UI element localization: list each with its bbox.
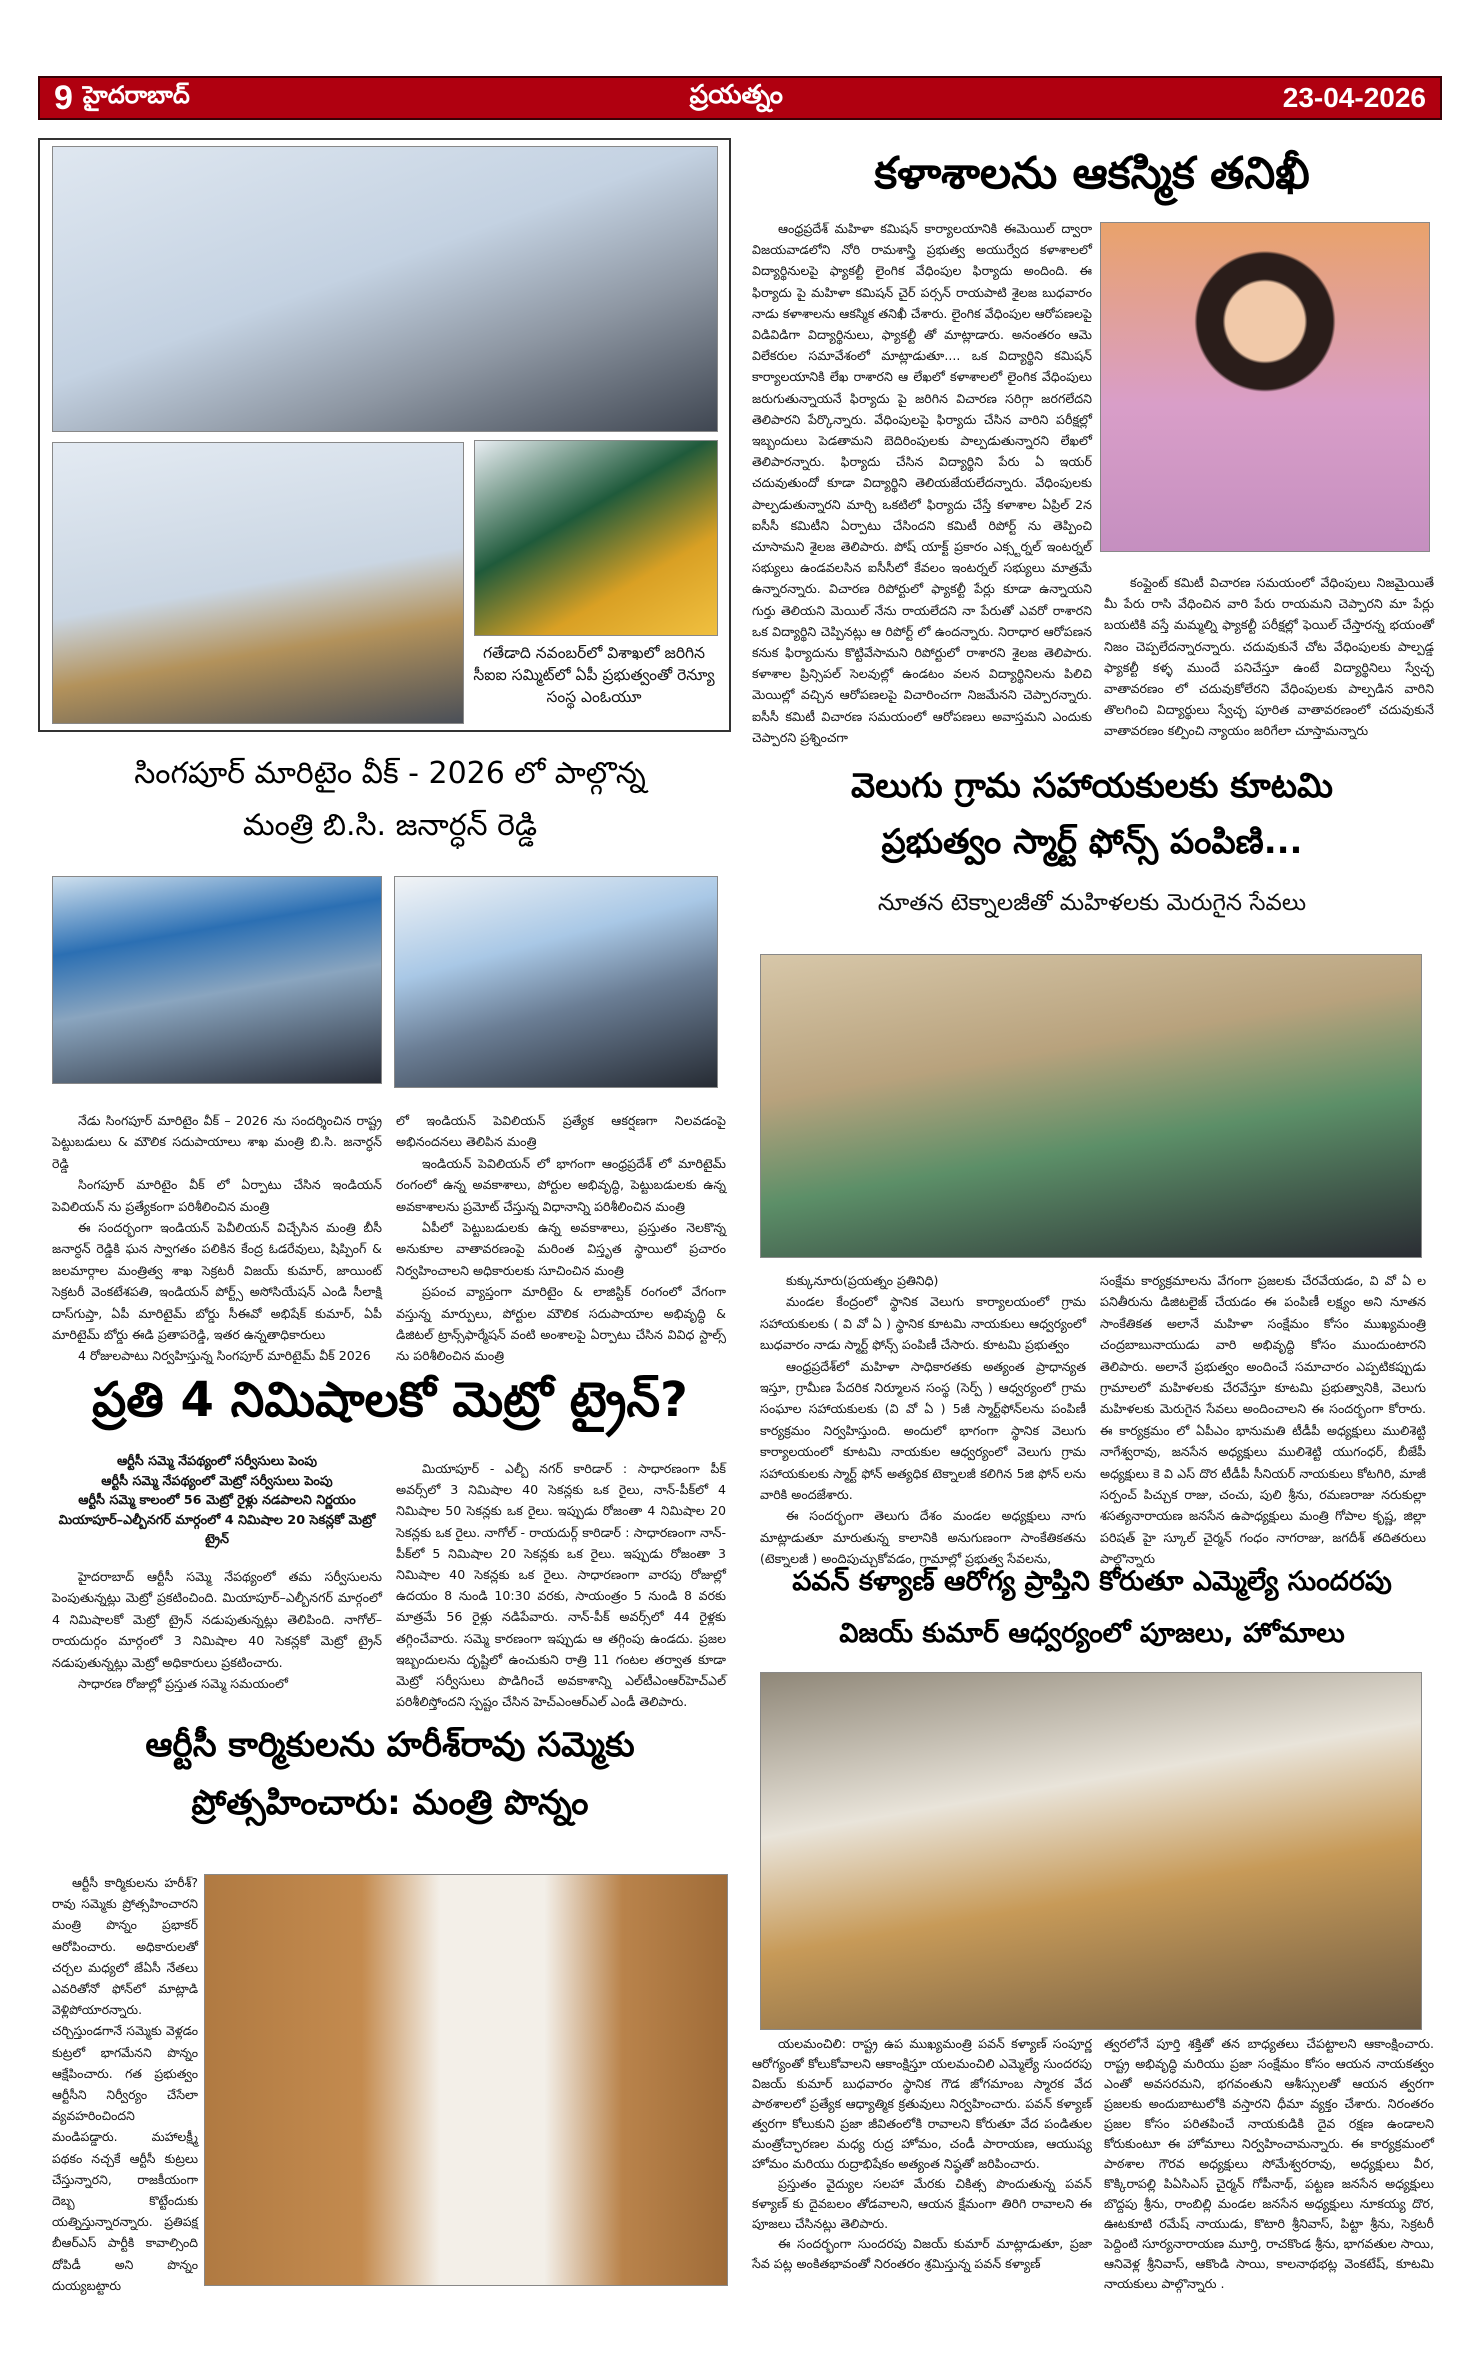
paragraph: ప్రస్తుతం వైద్యుల సలహా మేరకు చికిత్స పొందుతున్న పవన్ కళ్యాణ్ కు దైవబలం తోడవాలని, ఆయన క్షేమంగా తిరిగి రావాలని ఈ పూజలు చేసినట్లు తెలిపారు. bbox=[752, 2176, 1092, 2231]
metro-subhead: మియాపూర్–ఎల్బీనగర్ మార్గంలో 4 నిమిషాల 20 సెకన్లకో మెట్రో ట్రైన్ bbox=[58, 1512, 376, 1547]
paragraph: ఈ సందర్భంగా సుందరపు విజయ్ కుమార్ మాట్లాడుతూ, ప్రజా సేవ పట్ల అంకితభావంతో నిరంతరం శ్రమిస్తున్న పవన్ కళ్యాణ్ bbox=[752, 2236, 1092, 2271]
college-body-right: కంప్లైంట్ కమిటీ విచారణ సమయంలో వేధింపులు నిజమైయితే మీ పేరు రాసి వేధించిన వారి పేరు రాయమని చెప్పారని మా పేర్లు బయటికి వస్తే మమ్మల్ని ఫ్యాకల్టీ పరీక్షల్లో ఫెయిల్ చేస్తారన్న భయంతో నిజం చెప్పలేదన్నారన్నారు. చదువుకునే చోట వేధింపులకు పాల్పడ్డ ఫ్యాకల్టీ కళ్ళ ముందే పనిచేస్తూ ఉంటే విద్యార్థినిలు స్వేచ్ఛ వాతావరణం లో చదువుకోలేరని వేధింపులకు పాల్పడిన వారిని తొలగించి విద్యార్థులు స్వేచ్ఛ పూరిత వాతావరణంలో చదువుకునే వాతావరణం కల్పించి న్యాయం జరిగేలా చూస్తామన్నారు bbox=[1104, 575, 1434, 739]
puja-headline-line2: విజయ్ కుమార్ ఆధ్వర్యంలో పూజలు, హోమాలు bbox=[839, 1618, 1345, 1649]
rtc-body: ఆర్టీసీ కార్మికులను హరీశ్?రావు సమ్మెకు ప్రోత్సహించారని మంత్రి పొన్నం ప్రభాకర్ ఆరోపించారు. అధికారులతో చర్చల మధ్యలో జేఏసీ నేతలు ఎవరితోనో ఫోన్‌లో మాట్లాడి వెళ్లిపోయారన్నారు. చర్చిస్తుండగానే సమ్మెకు వెళ్లడం కుట్రలో భాగమేనని పొన్నం ఆక్షేపించారు. గత ప్రభుత్వం ఆర్టీసీని నిర్వీర్యం చేసేలా వ్యవహరించిందని మండిపడ్డారు. మహాలక్ష్మీ పథకం నచ్చకే ఆర్టీసీ కుట్రలు చేస్తున్నారని, రాజకీయంగా దెబ్బ కొట్టేందుకు యత్నిస్తున్నారన్నారు. ప్రతిపక్ష బీఆర్ఎస్ పార్టీకి కావాల్సింది దోపిడీ అని పొన్నం దుయ్యబట్టారు bbox=[52, 1875, 198, 2293]
singapore-headline-line2: మంత్రి బి.సి. జనార్ధన్ రెడ్డి bbox=[242, 808, 538, 843]
mou-signing-photo bbox=[52, 146, 718, 432]
dateline: కుక్కునూరు(ప్రయత్నం ప్రతినిధి) bbox=[786, 1273, 939, 1288]
paragraph: ప్రపంచ వ్యాప్తంగా మారిటైం & లాజిస్టిక్ రంగంలో వేగంగా వస్తున్న మార్పులు, పోర్టుల మౌలిక సదుపాయాల అభివృద్ధి & డిజిటల్ ట్రాన్స్‌ఫార్మేషన్ వంటి అంశాలపై ఏర్పాటు చేసిన వివిధ స్టాల్స్ ను పరిశీలించిన మంత్రి bbox=[396, 1284, 726, 1364]
phones-subhead: నూతన టెక్నాలజీతో మహిళలకు మెరుగైన సేవలు bbox=[877, 890, 1307, 916]
paragraph: యలమంచిలి: రాష్ట్ర ఉప ముఖ్యమంత్రి పవన్ కళ్యాణ్ సంపూర్ణ ఆరోగ్యంతో కోలుకోవాలని ఆకాంక్షిస్తూ యలమంచిలి ఎమ్మెల్యే సుందరపు విజయ్ కుమార్ బుధవారం స్థానిక గౌడ జోగమాంబ స్మారక వేద పాఠశాలలో ప్రత్యేక ఆధ్యాత్మిక క్రతువులు నిర్వహించారు. పవన్ కళ్యాణ్ త్వరగా కోలుకుని ప్రజా జీవితంలోకి రావాలని కోరుతూ వేద పండితుల మంత్రోచ్ఛారణల మధ్య రుద్ర హోమం, చండీ పారాయణ, ఆయుష్య హోమం మరియు రుద్రాభిషేకం అత్యంత నిష్ఠతో జరిపించారు. bbox=[752, 2036, 1092, 2171]
paragraph: ఏపీలో పెట్టుబడులకు ఉన్న అవకాశాలు, ప్రస్తుతం నెలకొన్న అనుకూల వాతావరణంపై మరింత విస్తృత స్థాయిలో ప్రచారం నిర్వహించాలని అధికారులకు సూచించిన మంత్రి bbox=[396, 1220, 726, 1278]
metro-subhead: ఆర్టీసీ సమ్మె నేపథ్యంలో మెట్రో సర్వీసులు పెంపు bbox=[101, 1473, 333, 1489]
singapore-headline bbox=[40, 748, 740, 852]
college-headline: కళాశాలను ఆకస్మిక తనిఖీ bbox=[874, 148, 1310, 199]
metro-subhead: ఆర్టీసీ సమ్మె కాలంలో 56 మెట్రో రైళ్లు నడపాలని నిర్ణయం bbox=[78, 1493, 356, 1508]
singapore-photo-left bbox=[52, 876, 382, 1084]
paragraph: 4 రోజులపాటు నిర్వహిస్తున్న సింగపూర్ మారిటైమ్ వీక్ 2026 bbox=[78, 1348, 371, 1364]
mou-photo-caption: గతేడాది నవంబర్‌లో విశాఖలో జరిగిన సీఐఐ సమ్మిట్‌లో ఏపీ ప్రభుత్వంతో రెన్యూ సంస్థ ఎంఓయూ bbox=[466, 640, 722, 728]
paragraph: ఆంధ్రప్రదేశ్‌లో మహిళా సాధికారతకు అత్యంత ప్రాధాన్యత ఇస్తూ, గ్రామీణ పేదరిక నిర్మూలన సంస్థ (సెర్ప్ ) ఆధ్వర్యంలో గ్రామ సంఘాల సహాయకులకు (వి వో ఏ ) 5జీ స్మార్ట్‌ఫోన్‌లను పంపిణీ కార్యక్రమం నిర్వహిస్తుంది. అందులో భాగంగా స్థానిక వెలుగు కార్యాలయంలో కూటమి నాయకుల ఆధ్వర్యంలో వెలుగు గ్రామ సహాయకులకు స్మార్ట్ ఫోన్ అత్యధిక టెక్నాలజీ కలిగిన 5జి ఫోన్ లను వారికి అందజేశారు. bbox=[760, 1358, 1086, 1503]
phones-headline-line2: ప్రభుత్వం స్మార్ట్ ఫోన్స్ పంపిణి... bbox=[881, 822, 1303, 862]
singapore-photo-right bbox=[394, 876, 718, 1088]
minister-ponnam-photo bbox=[204, 1874, 728, 2286]
paragraph: ఈ సందర్భంగా తెలుగు దేశం మండల అధ్యక్షులు నాగు మాట్లాడుతూ మారుతున్న కాలానికి అనుగుణంగా సాంకేతికతను (టెక్నాలజీ ) అందిపుచ్చుకోవడం, గ్రామాల్లో ప్రభుత్వ సేవలను, bbox=[760, 1508, 1086, 1567]
phones-headline bbox=[742, 758, 1442, 870]
paragraph: సాధారణ రోజుల్లో ప్రస్తుత సమ్మె సమయంలో bbox=[78, 1676, 289, 1692]
paragraph: సింగపూర్ మారిటైం వీక్ లో ఏర్పాటు చేసిన ఇండియన్ పెవిలియన్ ను ప్రత్యేకంగా పరిశీలించిన మంత్రి bbox=[52, 1177, 382, 1214]
phones-distribution-photo bbox=[760, 954, 1422, 1258]
singapore-headline-line1: సింగపూర్ మారిటైం వీక్ - 2026 లో పాల్గొన్న bbox=[134, 756, 646, 791]
puja-headline bbox=[742, 1556, 1442, 1660]
page-number: 9 bbox=[54, 78, 73, 117]
phones-body-left bbox=[760, 1270, 1086, 1570]
puja-body-left bbox=[752, 2034, 1092, 2274]
paragraph: ఇండియన్ పెవిలియన్ లో భాగంగా ఆంధ్రప్రదేశ్ లో మారిటైమ్ రంగంలో ఉన్న అవకాశాలు, పోర్టుల అభివృద్ధి, పెట్టుబడులకు ఉన్న అవకాశాలను ప్రమోట్ చేస్తున్న విధానాన్ని పరిశీలించిన మంత్రి bbox=[396, 1155, 726, 1214]
rtc-headline bbox=[40, 1716, 740, 1832]
metro-subhead: ఆర్టీసీ సమ్మె నేపథ్యంలో సర్వీసులు పెంపు bbox=[116, 1454, 318, 1469]
masthead bbox=[38, 76, 1442, 120]
singapore-body-right bbox=[396, 1110, 726, 1367]
metro-headline: ప్రతి 4 నిమిషాలకో మెట్రో ట్రైన్? bbox=[92, 1372, 688, 1428]
paragraph: మండల కేంద్రంలో స్థానిక వెలుగు కార్యాలయంలో గ్రామ సహాయకులకు ( వి వో ఏ ) స్థానిక కూటమి నాయకులు ఆధ్వర్యంలో బుధవారం నాడు స్మార్ట్ ఫోన్స్ పంపిణీ చేసారు. కూటమి ప్రభుత్వం bbox=[760, 1294, 1086, 1353]
puja-body-right: త్వరలోనే పూర్తి శక్తితో తన బాధ్యతలు చేపట్టాలని ఆకాంక్షించారు. రాష్ట్ర అభివృద్ధి మరియు ప్రజా సంక్షేమం కోసం ఆయన నాయకత్వం ఎంతో అవసరమని, భగవంతుని ఆశీస్సులతో ఆయన త్వరగా ప్రజలకు అందుబాటులోకి వస్తారని ధీమా వ్యక్తం చేశారు. నిరంతరం ప్రజల కోసం పరితపించే నాయకుడికి దైవ రక్షణ ఉండాలని కోరుకుంటూ ఈ హోమాలు నిర్వహించామన్నారు. ఈ కార్యక్రమంలో పాఠశాల గౌరవ అధ్యక్షులు సోమేశ్వరరావు, అధ్యక్షులు వీర, కొక్కిరాపల్లి పిఏసిఎస్ చైర్మన్ గోపీనాథ్, పట్టణ జనసేన అధ్యక్షులు బొద్దపు శ్రీను, రాంబిల్లి మండల జనసేన అధ్యక్షులు నూకయ్య దొర, ఊటకూటి రమేష్ నాయుడు, కొటారి శ్రీనివాస్, పిట్టా శ్రీను, సెక్రటరీ పెద్దింటి సూర్యనారాయణ మూర్తి, రాచకొండ శ్రీను, భాగవతుల సాయి, ఆనివెళ్ల శ్రీనివాస్, ఆకొండి సాయి, కాలనాథభట్ల వెంకటేష్, కూటమి నాయకులు పాల్గొన్నారు . bbox=[1104, 2036, 1434, 2291]
paragraph: నేడు సింగపూర్ మారిటైం వీక్ – 2026 ను సందర్శించిన రాష్ట్ర పెట్టుబడులు & మౌలిక సదుపాయాలు శాఖ మంత్రి బి.సి. జనార్ధన్ రెడ్డి bbox=[52, 1113, 382, 1171]
meeting-photo bbox=[52, 442, 464, 724]
phones-headline-line1: వెలుగు గ్రామ సహాయకులకు కూటమి bbox=[851, 766, 1333, 806]
college-body-left: ఆంధ్రప్రదేశ్ మహిళా కమిషన్ కార్యాలయానికి ఈమెయిల్ ద్వారా విజయవాడలోని నోరి రామశాస్త్రి ప్రభుత్వ అయుర్వేద కళాశాలలో విద్యార్థినులపై ఫ్యాకల్టీ లైంగిక వేధింపుల ఫిర్యాదు అందింది. ఈ ఫిర్యాదు పై మహిళా కమిషన్ చైర్ పర్సన్ రాయపాటి శైలజ బుధవారం నాడు కళాశాలను ఆకస్మిక తనిఖీ చేశారు. లైంగిక వేధింపుల ఆరోపణలపై విడివిడిగా విద్యార్థినులు, ఫ్యాకల్టీ తో మాట్లాడారు. అనంతరం ఆమె విలేకరుల సమావేశంలో మాట్లాడుతూ.... ఒక విద్యార్థిని కమిషన్ కార్యాలయానికి లేఖ రాశారని ఆ లేఖలో కళాశాలలో లైంగిక వేధింపులు జరుగుతున్నాయనే ఫిర్యాదు పై జరిగిన విచారణ సరిగ్గా జరగలేదని తెలిపారని పేర్కొన్నారు. వేధింపులపై ఫిర్యాదు చేసిన వారిని పరీక్షల్లో ఇబ్బందులు పెడతామని బెదిరింపులకు పాల్పడుతున్నారని లేఖలో తెలిపారన్నారు. ఫిర్యాదు చేసిన విద్యార్థిని పేరు ఏ ఇయర్ చదువుతుందో కూడా విద్యార్థిని తెలియజేయలేదన్నారు. వేధింపులకు పాల్పడుతున్నారని మార్చి ఒకటిలో ఫిర్యాదు చేస్తే కళాశాల ఏప్రిల్ 2న ఐసీసీ కమిటీని ఏర్పాటు చేసిందని కమిటీ రిపోర్ట్ ను తెప్పించి చూసామని శైలజ తెలిపారు. పోష్ యాక్ట్ ప్రకారం ఎక్స్టర్నల్ ఇంటర్నల్ సభ్యులు ఉండవలసిన ఐసీసీలో కేవలం ఇంటర్నల్ సభ్యులు మాత్రమే ఉన్నారన్నారు. విచారణ రిపోర్టులో ఫ్యాకల్టీ పేర్లు కూడా ఉన్నాయని గుర్తు తెలియని మెయిల్ నేను రాయలేదని నా పేరుతో ఎవరో రాశారని ఒక విద్యార్థిని చెప్పినట్లు ఆ రిపోర్ట్ లో ఉందన్నారు. నిరాధార ఆరోపణన కనుక ఫిర్యాదును కొట్టివేసామని రిపోర్టులో రాశారని శైలజ తెలిపారు. కళాశాల ప్రిన్సిపల్ సెలవుల్లో ఉండటం వలన విద్యార్థినిలను పిలిచి మెయిల్లో వచ్చిన ఆరోపణలపై విచారించగా నిజమేనని చెప్పారన్నారు. ఐసీసీ కమిటీ విచారణ సమయంలో ఆరోపణలు అవాస్తమని ఎందుకు చెప్పారని ప్రశ్నించగా bbox=[752, 221, 1092, 745]
newspaper-name: ప్రయత్నం bbox=[689, 80, 783, 110]
rtc-headline-line1: ఆర్టీసీ కార్మికులను హరీశ్‌రావు సమ్మెకు bbox=[145, 1725, 635, 1765]
gift-exchange-photo bbox=[474, 440, 718, 636]
puja-photo bbox=[760, 1672, 1422, 2030]
rtc-headline-line2: ప్రోత్సహించారు: మంత్రి పొన్నం bbox=[191, 1783, 589, 1823]
edition-city: హైదరాబాద్ bbox=[82, 81, 190, 109]
paragraph: ఈ సందర్భంగా ఇండియన్ పెవీలియన్ విచ్చేసిన మంత్రి బీసీ జనార్ధన్ రెడ్డికి ఘన స్వాగతం పలికిన కేంద్ర ఓడరేవులు, షిప్పింగ్ & జలమార్గాల మంత్రిత్వ శాఖ సెక్రటరీ విజయ్ కుమార్, జాయింట్ సెక్రటరీ వెంకటేశపతి, ఇండియన్ పోర్ట్స్ అసోసియేషన్ ఎండి సీలాక్షి దాస్‌గుప్తా, ఏపీ మారిటైమ్ బోర్డు సీఈవో అభిషేక్ కుమార్, ఏపీ మారిటైమ్ బోర్డు ఈడి ప్రతాపరెడ్డి, ఇతర ఉన్నతాధికారులు bbox=[52, 1220, 382, 1343]
edition-date: 23-04-2026 bbox=[1282, 82, 1426, 113]
metro-subheads bbox=[52, 1452, 382, 1550]
singapore-body-left bbox=[52, 1110, 382, 1367]
puja-headline-line1: పవన్ కళ్యాణ్ ఆరోగ్య ప్రాప్తిని కోరుతూ ఎమ్మెల్యే సుందరపు bbox=[792, 1566, 1392, 1597]
phones-body-right: సంక్షేమ కార్యక్రమాలను వేగంగా ప్రజలకు చేరవేయడం, వి వో ఏ ల పనితీరును డిజిటలైజ్ చేయడం ఈ పంపిణీ లక్ష్యం అని నూతన సాంకేతికత అలానే మహిళా సంక్షేమం కోసం ముఖ్యమంత్రి చంద్రబాబునాయుడు వారి అభివృద్ధి కోసం ముందుంటారని తెలిపారు. అలానే ప్రభుత్వం అందించే సమాచారం ఎప్పటికప్పుడు గ్రామాలలో మహిళలకు చేరవేస్తూ కూటమి ప్రభుత్వానికి, వెలుగు మహిళలకు మెరుగైన సేవలు అందించాలని ఈ సందర్భంగా కోరారు. ఈ కార్యక్రమం లో ఏపీఎం భానుమతి టీడీపీ అధ్యక్షులు ములిశెట్టి నాగేశ్వరావు, జనసేన అధ్యక్షులు ములిశెట్టి యుగంధర్, బీజేపీ అధ్యక్షులు కె వి ఎస్ దొర టీడీపీ సీనియర్ నాయకులు కోటగిరి, మాజీ సర్పంచ్ పిచ్చుక రాజు, చంచు, పులి శ్రీను, రమణరాజు నరుకుల్లా శసత్యనారాయణ జనసేన ఉపాధ్యక్షులు మంత్రి గోపాల కృష్ణ, జిల్లా పరిషత్ హై స్కూల్ చైర్మన్ గంధం నాగరాజు, జగదీశ్ తదితరులు పాల్గొన్నారు bbox=[1100, 1273, 1426, 1567]
paragraph: హైదరాబాద్ ఆర్టీసీ సమ్మె నేపథ్యంలో తమ సర్వీసులను పెంపుతున్నట్లు మెట్రో ప్రకటించింది. మియాపూర్–ఎల్బీనగర్ మార్గంలో 4 నిమిషాలకో మెట్రో ట్రైన్ నడుపుతున్నట్లు తెలిపింది. నాగోల్–రాయదుర్గం మార్గంలో 3 నిమిషాల 40 సెకన్లకో మెట్రో ట్రైన్ నడుపుతున్నట్లు మెట్రో అధికారులు ప్రకటించారు. bbox=[52, 1569, 382, 1670]
metro-body-right: మియాపూర్ - ఎల్బీ నగర్ కారిడార్ : సాధారణంగా పీక్ అవర్స్‌లో 3 నిమిషాల 40 సెకన్లకు ఒక రైలు, నాన్-పీక్‌లో 4 నిమిషాల 50 సెకన్లకు ఒక రైలు. ఇప్పుడు రోజంతా 4 నిమిషాల 20 సెకన్లకు ఒక రైలు. నాగోల్ - రాయదుర్గ్ కారిడార్ : సాధారణంగా నాన్-పీక్‌లో 5 నిమిషాల 20 సెకన్లకు ఒక రైలు. ఇప్పుడు రోజంతా 3 నిమిషాల 40 సెకన్లకు ఒక రైలు. సాధారణంగా వారపు రోజుల్లో ఉదయం 8 నుండి 10:30 వరకు, సాయంత్రం 5 నుండి 8 వరకు మాత్రమే 56 రైళ్లు నడిపేవారు. నాన్-పీక్ అవర్స్‌లో 44 రైళ్లకు తగ్గించేవారు. సమ్మె కారణంగా ఇప్పుడు ఆ తగ్గింపు ఉండదు. ప్రజల ఇబ్బందులను దృష్టిలో ఉంచుకుని రాత్రి 11 గంటల తర్వాత కూడా మెట్రో సర్వీసులు పొడిగించే అవకాశాన్ని ఎల్‌టీఎంఆర్‌హెచ్‌ఎల్ పరిశీలిస్తోందని స్పష్టం చేసిన హెచ్‌ఎంఆర్‌ఎల్ ఎండీ తెలిపారు. bbox=[396, 1461, 726, 1710]
metro-body-left bbox=[52, 1566, 382, 1694]
paragraph: లో ఇండియన్ పెవిలియన్ ప్రత్యేక ఆకర్షణగా నిలవడంపై అభినందనలు తెలిపిన మంత్రి bbox=[396, 1113, 726, 1150]
commission-chair-photo bbox=[1100, 222, 1430, 552]
